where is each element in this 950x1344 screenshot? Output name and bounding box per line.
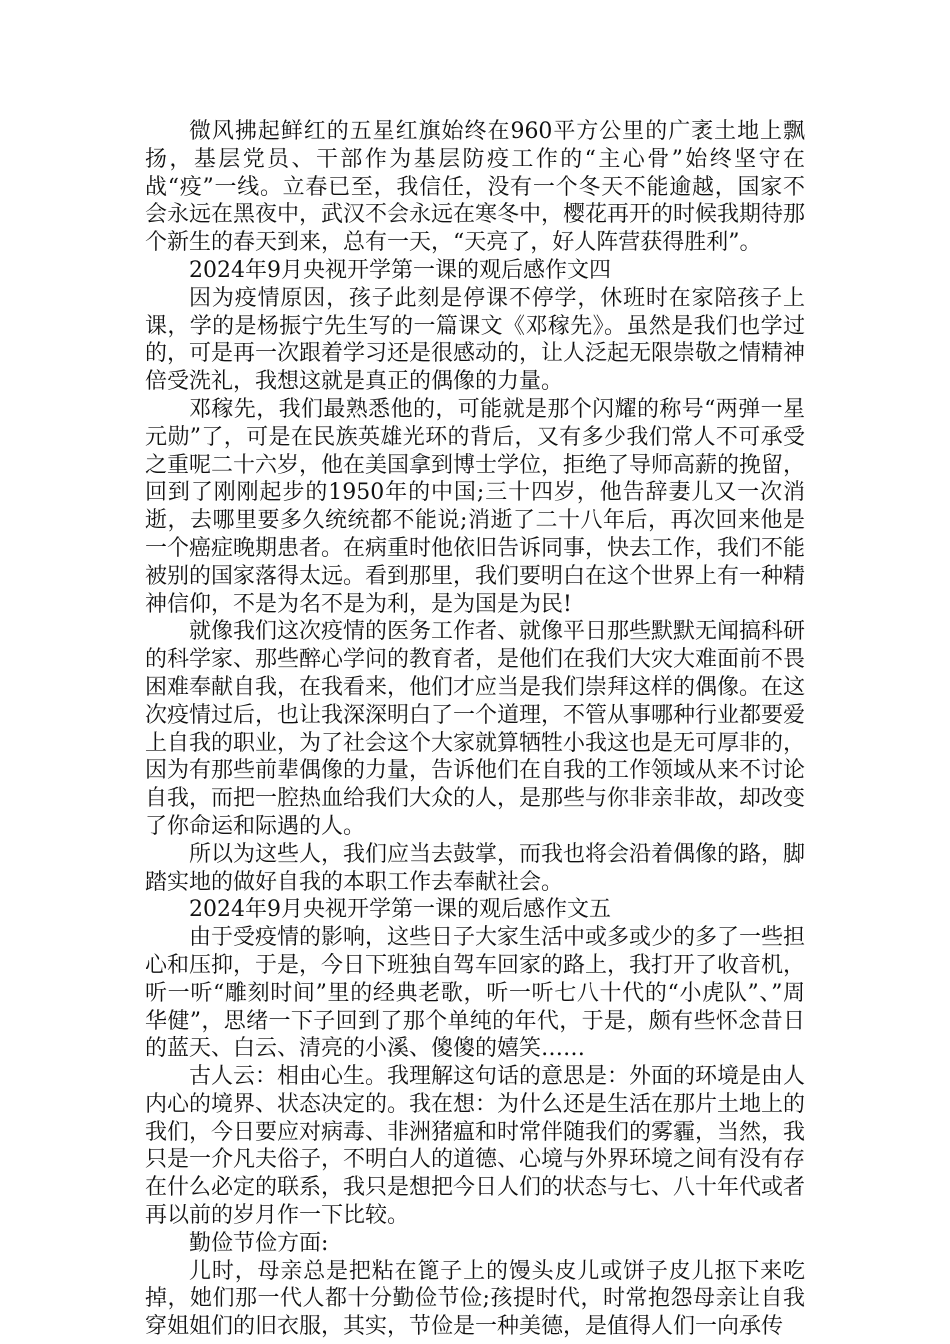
paragraph: 儿时，母亲总是把粘在篦子上的馒头皮儿或饼子皮儿抠下来吃掉，她们那一代人都十分勤俭节俭;孩提时代，时常抱怨母亲让自我穿姐姐们的旧衣服，其实，节俭是一种美德，是值得人们一向承传 [145,1258,805,1340]
paragraph: 勤俭节俭方面: [189,1230,329,1256]
section-heading: 2024年9月央视开学第一课的观后感作文四 [189,257,611,283]
paragraph: 邓稼先，我们最熟悉他的，可能就是那个闪耀的称号“两弹一星元勋”了，可是在民族英雄光环的背后，又有多少我们常人不可承受之重呢二十六岁，他在美国拿到博士学位，拒绝了导师高薪的挽留，回到了刚刚起步的1950年的中国;三十四岁，他告辞妻儿又一次消逝，去哪里要多久统统都不能说;消逝了二十八年后，再次回来他是一个癌症晚期患者。在病重时他依旧告诉同事，快去工作，我们不能被别的国家落得太远。看到那里，我们要明白在这个世界上有一种精神信仰，不是为名不是为利，是为国是为民! [145,396,806,617]
document-page [145,118,805,1341]
paragraph: 古人云：相由心生。我理解这句话的意思是：外面的环境是由人内心的境界、状态决定的。我在想：为什么还是生活在那片土地上的我们，今日要应对病毒、非洲猪瘟和时常伴随我们的雾霾，当然，我只是一介凡夫俗子，不明白人的道德、心境与外界环境之间有没有存在什么必定的联系，我只是想把今日人们的状态与七、八十年代或者再以前的岁月作一下比较。 [145,1064,806,1229]
section-heading: 2024年9月央视开学第一课的观后感作文五 [189,897,611,923]
paragraph: 微风拂起鲜红的五星红旗始终在960平方公里的广袤土地上飘扬，基层党员、干部作为基层防疫工作的“主心骨”始终坚守在战“疫”一线。立春已至，我信任，没有一个冬天不能逾越，国家不会永远在黑夜中，武汉不会永远在寒冬中，樱花再开的时候我期待那个新生的春天到来，总有一天，“天亮了，好人阵营获得胜利”。 [145,119,806,256]
paragraph: 因为疫情原因，孩子此刻是停课不停学，休班时在家陪孩子上课，学的是杨振宁先生写的一篇课文《邓稼先》。虽然是我们也学过的，可是再一次跟着学习还是很感动的，让人泛起无限崇敬之情精神倍受洗礼，我想这就是真正的偶像的力量。 [145,285,806,395]
paragraph: 就像我们这次疫情的医务工作者、就像平日那些默默无闻搞科研的科学家、那些醉心学问的教育者，是他们在我们大灾大难面前不畏困难奉献自我，在我看来，他们才应当是我们崇拜这样的偶像。在这次疫情过后，也让我深深明白了一个道理，不管从事哪种行业都要爱上自我的职业，为了社会这个大家就算牺牲小我这也是无可厚非的，因为有那些前辈偶像的力量，告诉他们在自我的工作领域从来不讨论自我，而把一腔热血给我们大众的人，是那些与你非亲非故，却改变了你命运和际遇的人。 [145,619,806,839]
paragraph: 由于受疫情的影响，这些日子大家生活中或多或少的多了一些担心和压抑，于是，今日下班独自驾车回家的路上，我打开了收音机，听一听“雕刻时间”里的经典老歌，听一听七八十代的“小虎队”、”周华健”，思绪一下子回到了那个单纯的年代，于是，颇有些怀念昔日的蓝天、白云、清亮的小溪、傻傻的嬉笑…… [145,925,806,1062]
paragraph: 所以为这些人，我们应当去鼓掌，而我也将会沿着偶像的路，脚踏实地的做好自我的本职工作去奉献社会。 [145,841,806,895]
